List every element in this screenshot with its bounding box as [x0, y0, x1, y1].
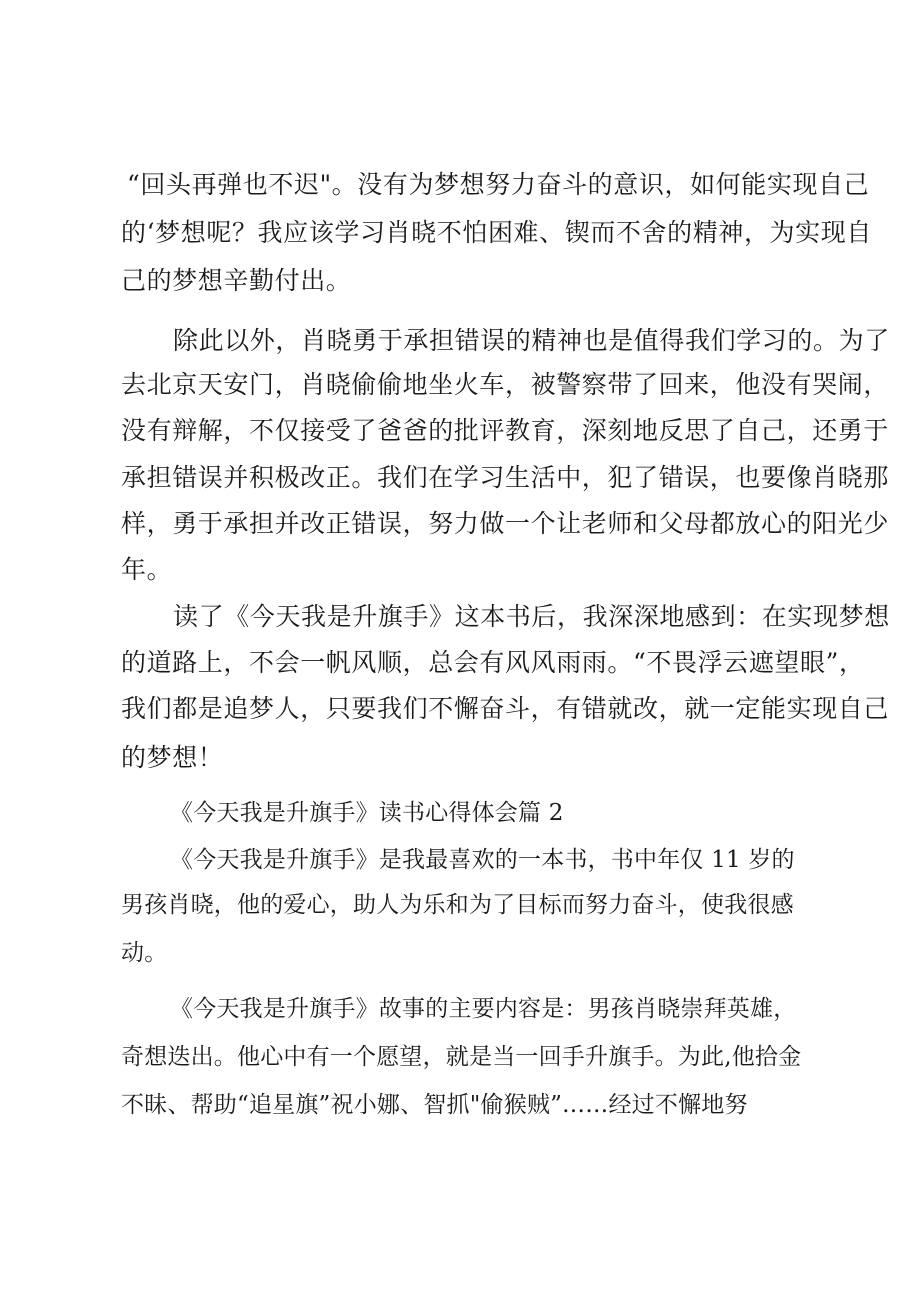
section-title-text: 《今天我是升旗手》读书心得体会篇 2	[170, 800, 564, 826]
text-line: 样，勇于承担并改正错误，努力做一个让老师和父母都放心的阳光少	[121, 509, 890, 538]
text-line: 男孩肖晓，他的爱心，助人为乐和为了目标而努力奋斗，使我很感	[121, 892, 794, 918]
text-line: 读了《今天我是升旗手》这本书后，我深深地感到：在实现梦想	[173, 602, 890, 631]
text-line: 去北京天安门，肖晓偷偷地坐火车，被警察带了回来，他没有哭闹，	[121, 370, 890, 399]
text-line: “回头再弹也不迟"。没有为梦想努力奋斗的意识，如何能实现自己	[127, 170, 870, 199]
text-line: 己的梦想辛勤付出。	[121, 266, 352, 295]
text-line: 我们都是追梦人，只要我们不懈奋斗，有错就改，就一定能实现自己	[121, 694, 890, 723]
text-line: 除此以外，肖晓勇于承担错误的精神也是值得我们学习的。为了	[173, 326, 890, 355]
text-line: 动。	[121, 940, 168, 966]
text-line: 的梦想！	[121, 743, 224, 772]
text-line: 承担错误并积极改正。我们在学习生活中，犯了错误，也要像肖晓那	[121, 463, 890, 492]
text-line: 《今天我是升旗手》是我最喜欢的一本书，书中年仅 11 岁的	[170, 847, 795, 873]
text-line: 没有辩解，不仅接受了爸爸的批评教育，深刻地反思了自己，还勇于	[121, 416, 890, 445]
text-line: 不昧、帮助“追星旗”祝小娜、智抓"偷猴贼”……经过不懈地努	[121, 1092, 748, 1118]
text-line: 奇想迭出。他心中有一个愿望，就是当一回手升旗手。为此,他拾金	[121, 1044, 802, 1070]
text-line: 的道路上，不会一帆风顺，总会有风风雨雨。“不畏浮云遮望眼”，	[121, 648, 865, 677]
text-line: 的‘梦想呢？我应该学习肖晓不怕困难、锲而不舍的精神，为实现自	[121, 218, 872, 247]
text-line: 年。	[121, 555, 173, 584]
text-line: 《今天我是升旗手》故事的主要内容是：男孩肖晓崇拜英雄，	[170, 996, 797, 1022]
